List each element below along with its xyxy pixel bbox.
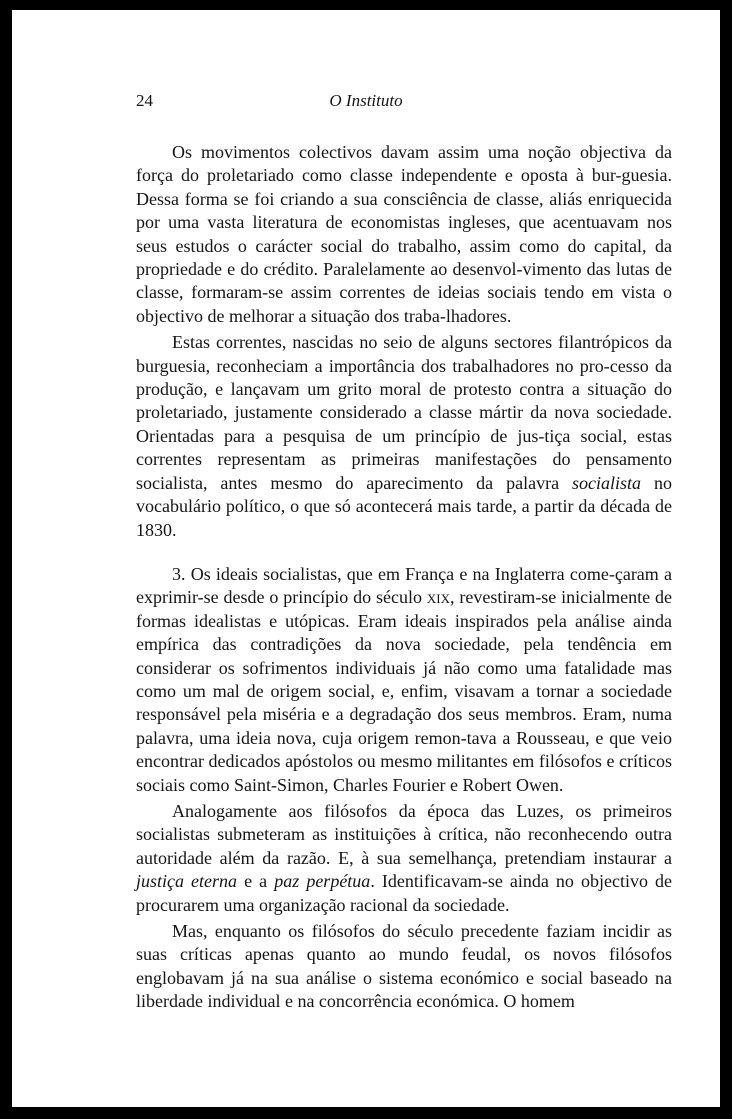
paragraph-4-text-b: . Identificavam-se ainda no objectivo de procurarem uma organização racional da sociedade. [136, 871, 673, 915]
paragraph-4 [136, 800, 672, 917]
page-number: 24 [136, 91, 153, 110]
paragraph-4-italic-1: justiça eterna [136, 871, 238, 892]
paragraph-4-italic-2: paz perpétua [274, 871, 371, 892]
paragraph-5 [136, 920, 672, 1014]
paragraph-4-text-mid: e a [244, 871, 268, 892]
running-title: O Instituto [329, 91, 403, 110]
paragraph-1 [136, 141, 672, 328]
paragraph-3-text-a: 3. Os ideais socialistas, que em França e na Inglaterra come-çaram a exprimir-se desde o princípio do século [136, 563, 672, 608]
paragraph-2 [136, 331, 672, 542]
paragraph-1-text: Os movimentos colectivos davam assim uma noção objectiva da força do proletariado como classe independente e oposta à bur-guesia. Dessa forma se foi criando a sua consciência de classe, aliás enriquecida por uma vasta literatura de economistas ingleses, que acentuavam nos seus estudos o carácter social do trabalho, assim como do capital, da propriedade e do crédito. Paralelamente ao desenvol-vimento das lutas de classe, formaram-se assim correntes de ideias sociais tendo em vista o objectivo de melhorar a situação dos traba-lhadores. [136, 142, 672, 326]
paragraph-2-text-a: Estas correntes, nascidas no seio de alguns sectores filantrópicos da burguesia, reconheciam a importância dos trabalhadores no pro-cesso da produção, e lançavam um grito moral de protesto contra a situação do proletariado, justamente considerado a classe mártir da nova sociedade. Orientadas para a pesquisa de um princípio de jus-tiça social, estas correntes representam as primeiras manifestações do pensamento socialista, antes mesmo do aparecimento da palavra [136, 332, 672, 493]
paragraph-2-text-b: no vocabulário político, o que só acontecerá mais tarde, a partir da década de 1830. [136, 472, 672, 540]
paragraph-3-text-b: , revestiram-se inicialmente de formas idealistas e utópicas. Eram ideais inspirados pela análise ainda empírica das contradições da nova sociedade, pela tendência em considerar os sofrimentos individuais já não como uma fatalidade mas como um mal de origem social, e, enfim, visavam a tornar a sociedade responsável pela miséria e a degradação dos seus membros. Eram, numa palavra, uma ideia nova, cuja origem remon-tava a Rousseau, e que veio encontrar dedicados apóstolos ou mesmo militantes em filósofos e críticos sociais como Saint-Simon, Charles Fourier e Robert Owen. [136, 587, 673, 795]
book-page [12, 10, 720, 1107]
body-text [136, 141, 672, 1014]
paragraph-3 [136, 563, 672, 797]
paragraph-4-text-a: Analogamente aos filósofos da época das Luzes, os primeiros socialistas submeteram as instituições à crítica, não reconhecendo outra autoridade além da razão. E, à sua semelhança, pretendiam instaurar a [136, 800, 672, 868]
paragraph-5-text: Mas, enquanto os filósofos do século precedente faziam incidir as suas críticas apenas quanto ao mundo feudal, os novos filósofos englobavam já na sua análise o sistema económico e social baseado na liberdade individual e na concorrência económica. O homem [136, 921, 672, 1012]
paragraph-2-italic: socialista [572, 472, 642, 493]
paragraph-3-smallcaps: xix [426, 587, 450, 608]
page-header [136, 89, 596, 115]
